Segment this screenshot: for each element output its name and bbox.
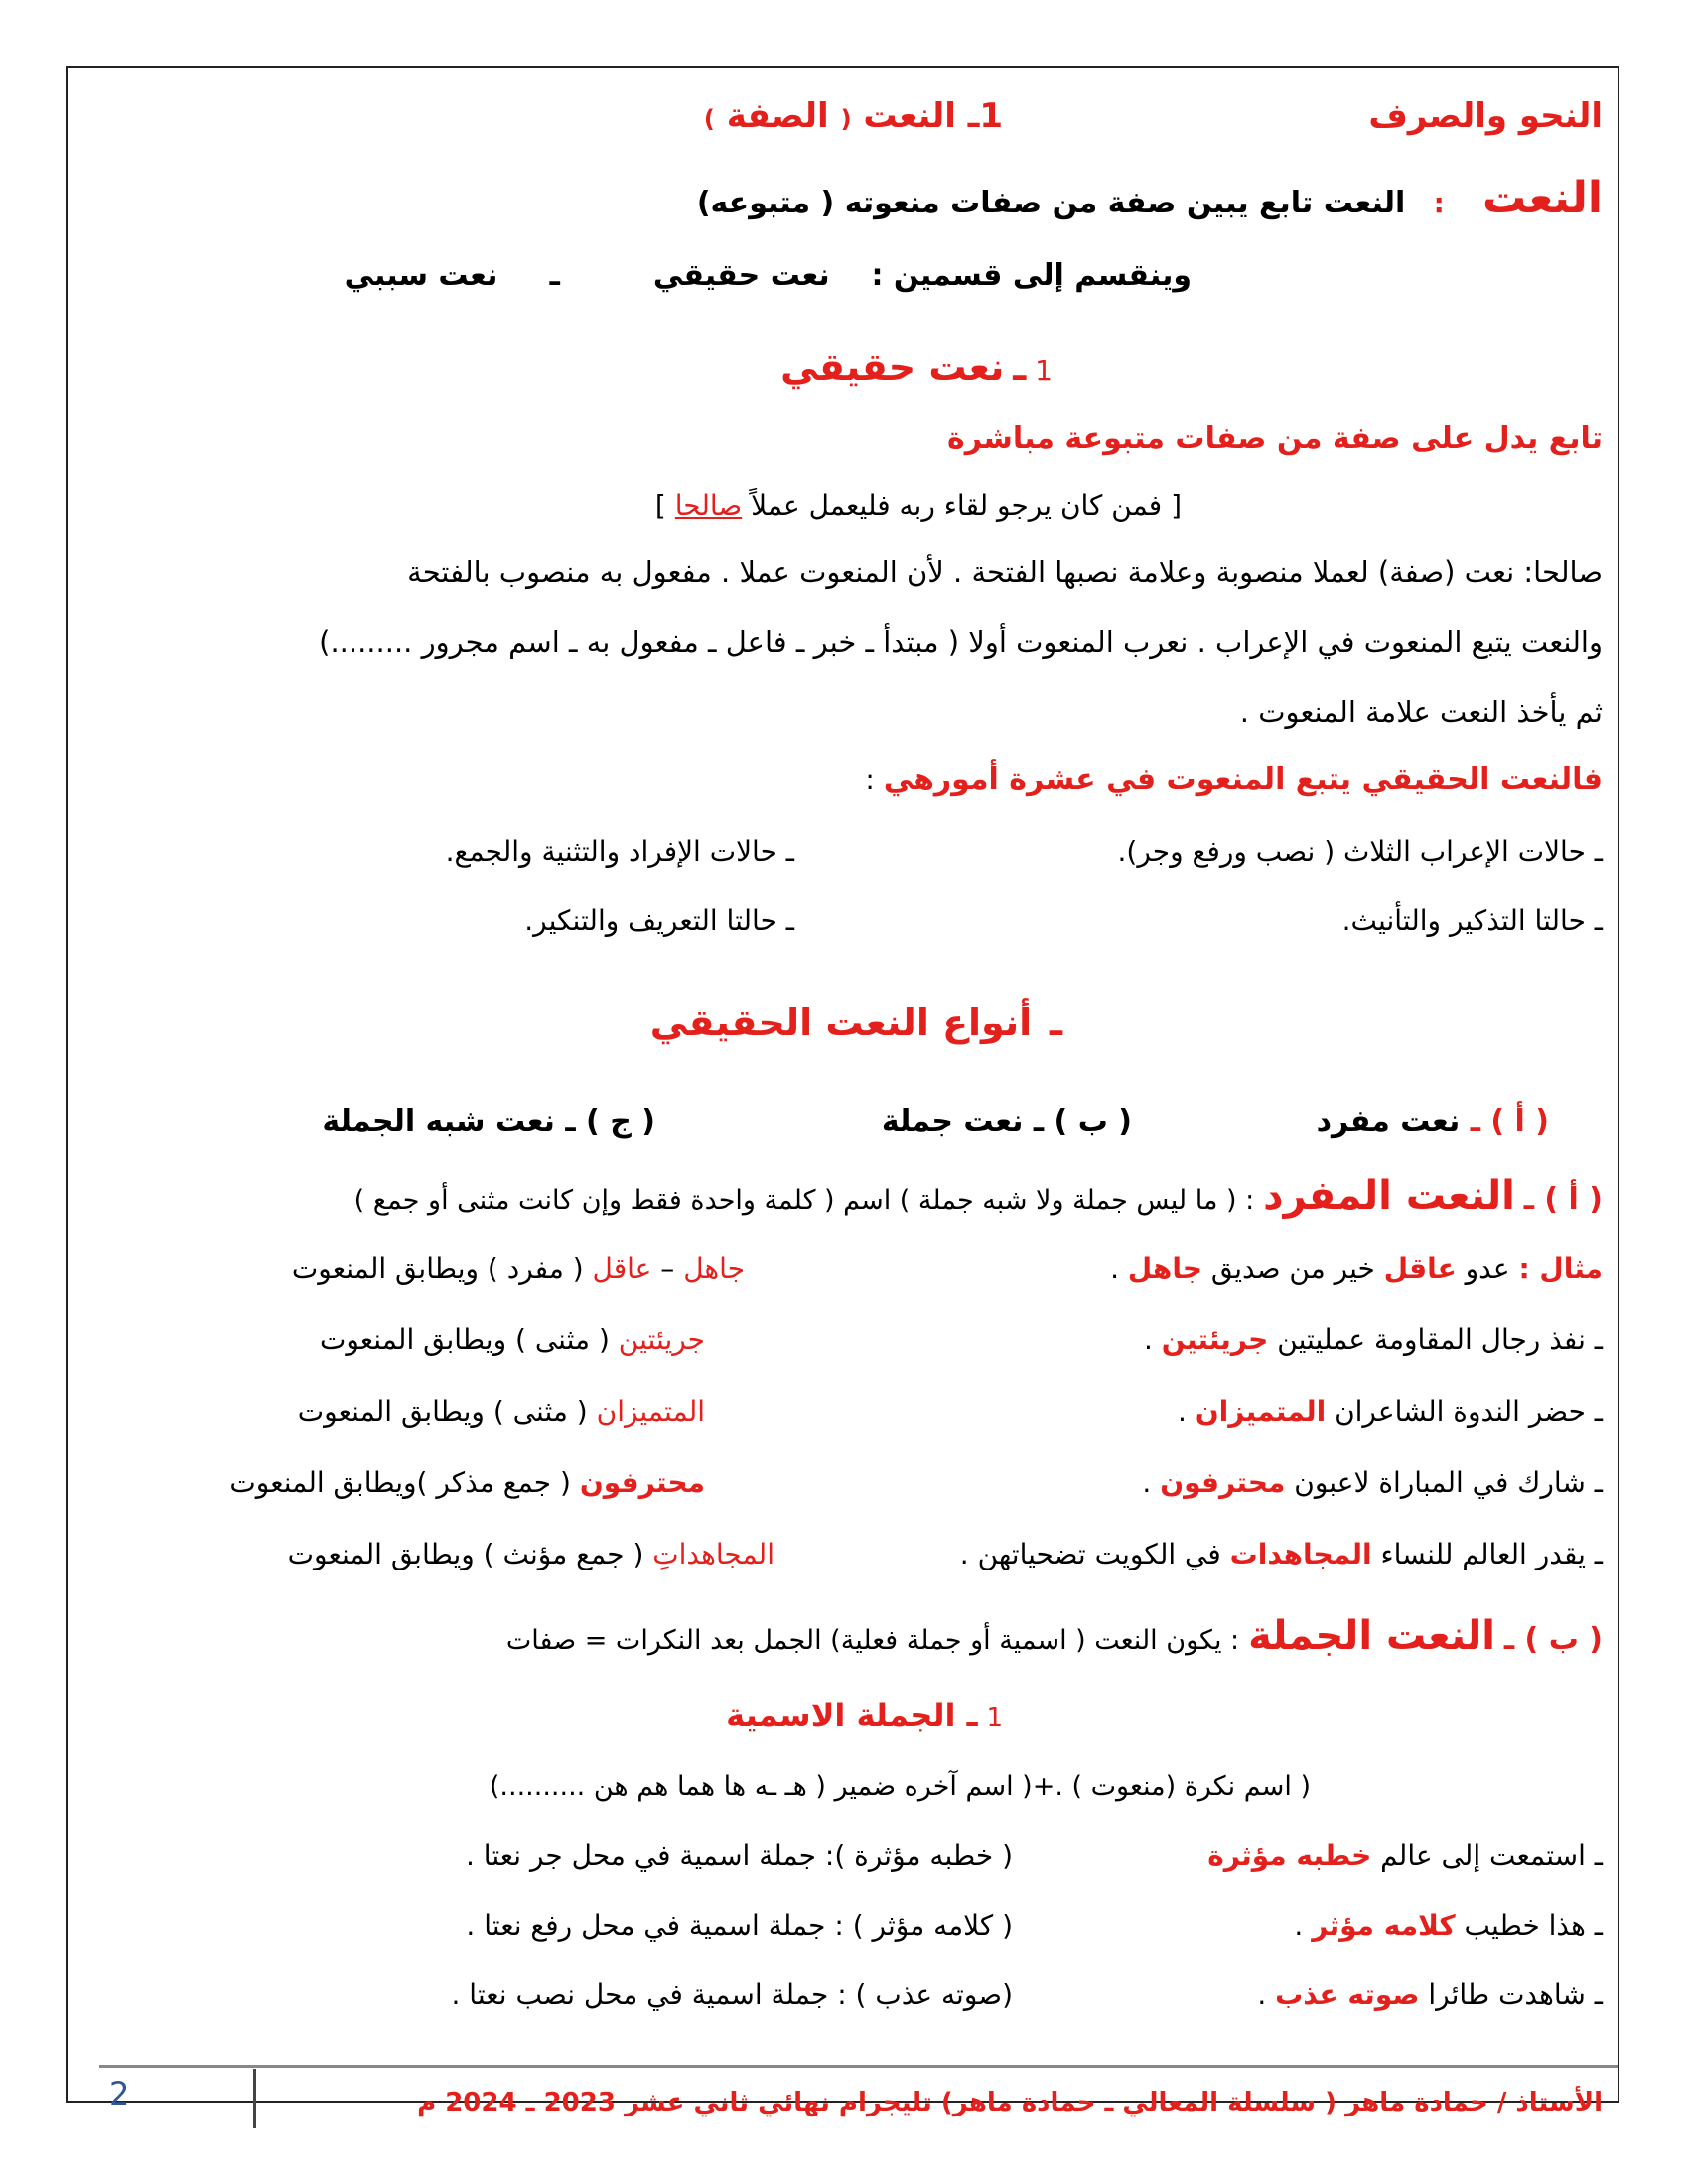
mufrad-note-1: جاهل – عاقل ( مفرد ) ويطابق المنعوت [291, 1252, 745, 1285]
mufrad-note-3: المتميزان ( مثنى ) ويطابق المنعوت [297, 1395, 705, 1428]
types-title: أنواع النعت الحقيقي [649, 1001, 1033, 1044]
jumla-example-1: ـ استمعت إلى عالم خطبه مؤثرة [1207, 1840, 1603, 1872]
jumla-example-2: ـ هذا خطيب كلامه مؤثر . [1294, 1909, 1603, 1942]
mufrad-heading: ( أ ) ـ النعت المفرد : ( ما ليس جملة ولا شبه جملة ) اسم ( كلمة واحدة فقط وإن كانت مثنى أو جمع ) [353, 1173, 1603, 1219]
follows-heading: فالنعت الحقيقي يتبع المنعوت في عشرة أمورهي : [865, 762, 1603, 797]
jumla-title: النعت الجملة [1248, 1613, 1495, 1659]
explanation-line-3: ثم يأخذ النعت علامة المنعوت . [1239, 695, 1603, 729]
mufrad-example-1: مثال : عدو عاقل خير من صديق جاهل . [1110, 1252, 1603, 1285]
definition-line: النعت : النعت تابع يبين صفة من صفات منعوته ( متبوعه) [696, 173, 1603, 223]
type-b: ( ب ) ـ نعت جملة [881, 1104, 1132, 1139]
mufrad-note-2: جريئتين ( مثنى ) ويطابق المنعوت [319, 1323, 705, 1356]
follow-item-1: ـ حالات الإعراب الثلاث ( نصب ورفع وجر). [1117, 835, 1603, 868]
follow-item-3: ـ حالتا التذكير والتأنيث. [1341, 904, 1603, 937]
mufrad-note-5: المجاهداتِ ( جمع مؤنث ) ويطابق المنعوت [287, 1538, 774, 1570]
definition-text: النعت تابع يبين صفة من صفات منعوته ( متبوعه) [696, 186, 1406, 220]
section1-heading: 1 ـ نعت حقيقي [780, 345, 1053, 389]
types-heading: ـ أنواع النعت الحقيقي [649, 1001, 1062, 1044]
mufrad-example-5: ـ يقدر العالم للنساء المجاهدات في الكويت تضحياتهن . [959, 1538, 1603, 1570]
mufrad-title: النعت المفرد [1263, 1173, 1515, 1219]
mufrad-example-4: ـ شارك في المباراة لاعبون محترفون . [1142, 1466, 1603, 1499]
type-a: ( أ ) ـ نعت مفرد [1316, 1104, 1549, 1139]
follow-item-2: ـ حالات الإفراد والتثنية والجمع. [445, 835, 794, 868]
explanation-line-2: والنعت يتبع المنعوت في الإعراب . نعرب المنعوت أولا ( مبتدأ ـ خبر ـ فاعل ـ مفعول به ـ اسم مجرور .........) [319, 625, 1603, 659]
jumla-note-2: ( كلامه مؤثر ) : جملة اسمية في محل رفع نعتا . [466, 1909, 1013, 1942]
lesson-number: 1 [979, 96, 1003, 136]
lesson-name: النعت [863, 96, 956, 136]
lesson-title: 1ـ النعت ( الصفة ) [703, 96, 1003, 136]
type-c: ( ج ) ـ نعت شبه الجملة [322, 1104, 655, 1139]
jumla-heading: ( ب ) ـ النعت الجملة : يكون النعت ( اسمية أو جملة فعلية) الجمل بعد النكرات = صفات [505, 1613, 1603, 1659]
mufrad-note-4: محترفون ( جمع مذكر )ويطابق المنعوت [229, 1466, 705, 1499]
footer-credit: الأستاذ / حمادة ماهر ( سلسلة المعالي ـ حمادة ماهر) تليجرام نهائي ثاني عشر 2023 ـ 2024 م [417, 2088, 1603, 2117]
division-type2: نعت سببي [344, 258, 498, 293]
page-number: 2 [109, 2075, 130, 2113]
section1-definition: تابع يدل على صفة من صفات متبوعة مباشرة [947, 421, 1603, 456]
jumla-formula: ( اسم نكرة (منعوت ) .+( اسم آخره ضمير ( هـ ـه ها هما هم هن ..........) [489, 1771, 1311, 1802]
definition-term: النعت [1482, 173, 1603, 223]
footer-divider [99, 2065, 1618, 2068]
follow-item-4: ـ حالتا التعريف والتنكير. [524, 904, 794, 937]
mufrad-example-3: ـ حضر الندوة الشاعران المتميزان . [1177, 1395, 1603, 1428]
footer-separator [253, 2069, 256, 2128]
verse-highlight: صالحا [674, 489, 743, 522]
lesson-alt-name: الصفة [726, 96, 829, 136]
explanation-line-1: صالحا: نعت (صفة) لعملا منصوبة وعلامة نصبها الفتحة . لأن المنعوت عملا . مفعول به منصوب بالفتحة [407, 555, 1603, 589]
mufrad-example-2: ـ نفذ رجال المقاومة عمليتين جريئتين . [1143, 1323, 1603, 1356]
jumla-note-3: (صوته عذب ) : جملة اسمية في محل نصب نعتا . [451, 1979, 1013, 2011]
jumla-example-3: ـ شاهدت طائرا صوته عذب . [1257, 1979, 1603, 2011]
division-line: وينقسم إلى قسمين : نعت حقيقي ـ نعت سببي [344, 258, 1192, 293]
jumla-note-1: ( خطبه مؤثرة ): جملة اسمية في محل جر نعتا . [465, 1840, 1013, 1872]
quran-verse: [ فمن كان يرجو لقاء ربه فليعمل عملاً صالحا ] [654, 489, 1182, 522]
jumla-sub-heading: 1 ـ الجملة الاسمية [726, 1697, 1003, 1734]
subject-title: النحو والصرف [1368, 96, 1603, 136]
division-type1: نعت حقيقي [652, 258, 830, 293]
section1-title: نعت حقيقي [780, 345, 1005, 389]
